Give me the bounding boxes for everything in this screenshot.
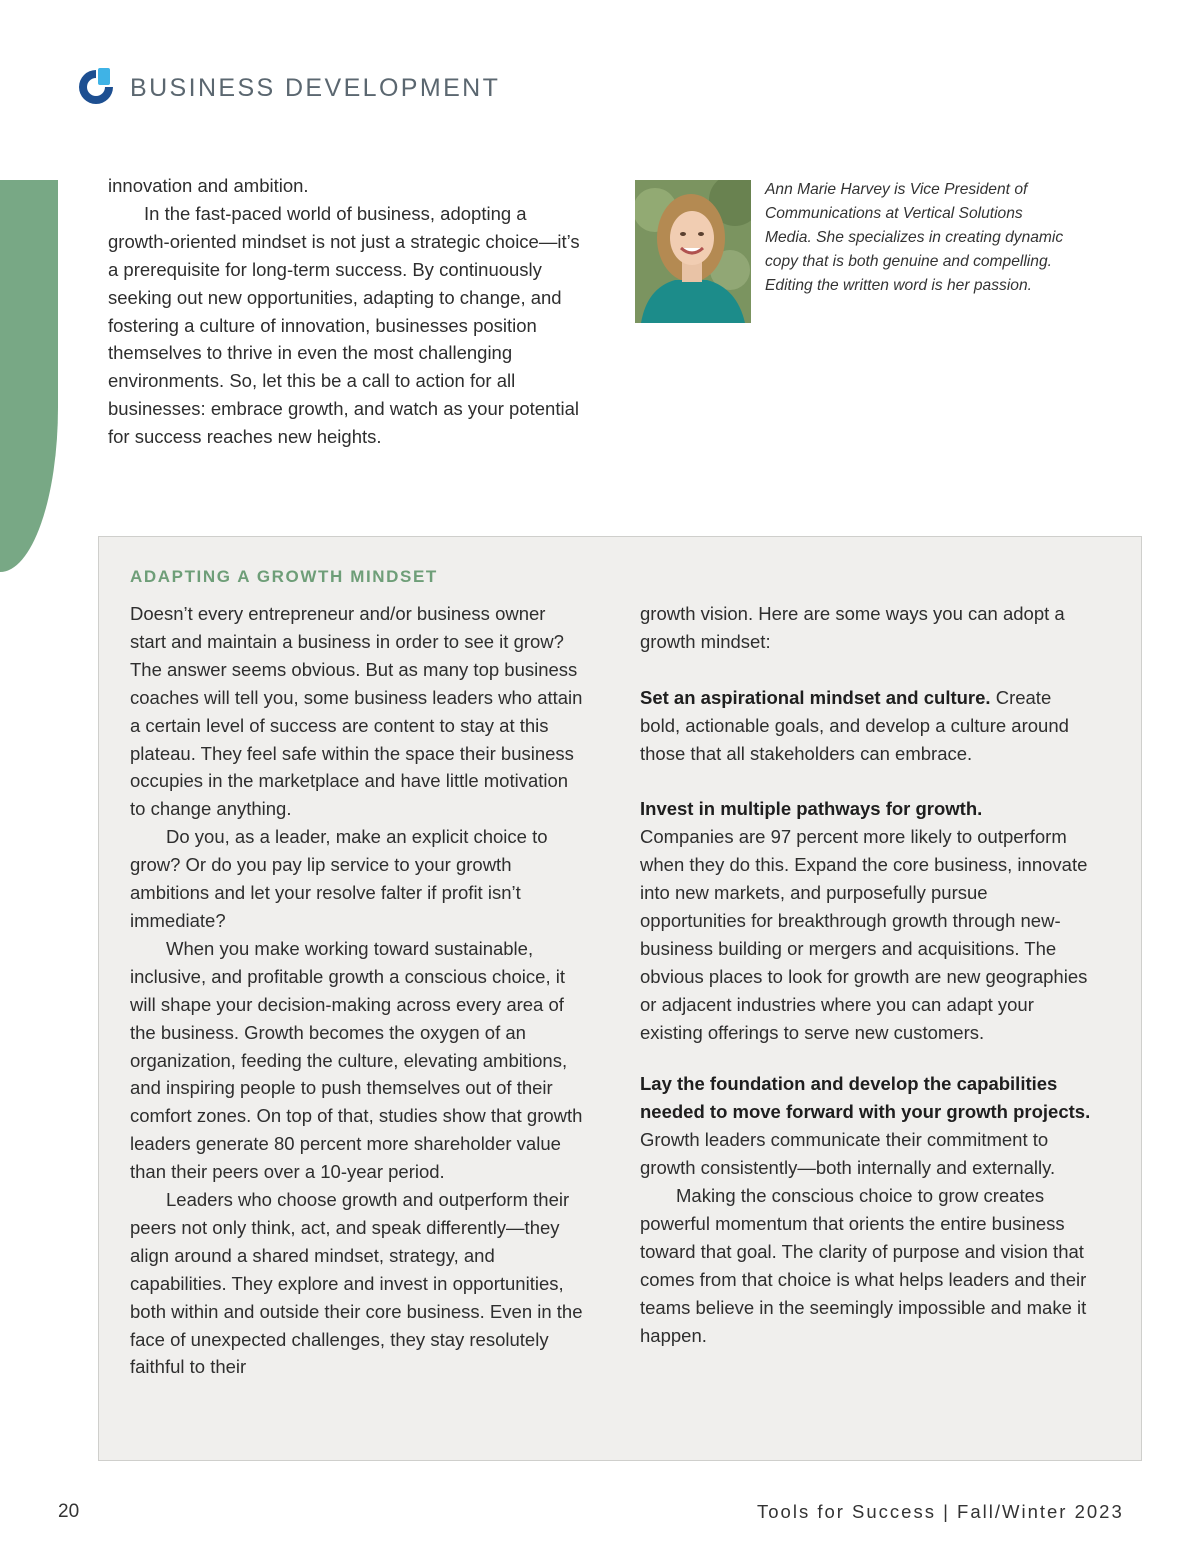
intro-paragraph-1: innovation and ambition. [108,175,309,196]
publication-footer: Tools for Success | Fall/Winter 2023 [757,1501,1124,1522]
sidebar-paragraph: Doesn’t every entrepreneur and/or business owner start and maintain a business in order to see it grow? The answer seems obvious. But as many top business coaches will tell you, some business leaders who attain a certain level of success are content to stay at this plateau. They feel safe within the space their business occupies in the marketplace and have little motivation to change anything. [130,603,583,820]
sidebar-paragraph: When you make working toward sustainable, inclusive, and profitable growth a conscious choice, it will shape your decision-making across every area of the business. Growth becomes the oxygen of an organization, feeding the culture, elevating ambitions, and inspiring people to push themselves out of their comfort zones. On top of that, studies show that growth leaders generate 80 percent more shareholder value than their peers over a 10-year period. [130,937,583,1183]
intro-paragraph-2: In the fast-paced world of business, adopting a growth-oriented mindset is not just a strategic choice—it’s a prerequisite for long-term success. By continuously seeking out new opportunities, adapting to change, and fostering a culture of innovation, businesses position themselves to thrive in even the most challenging environments. So, let this be a call to action for all businesses: embrace growth, and watch as your potential for success reaches new heights. [108,202,580,448]
page-number: 20 [58,1501,80,1522]
tip-title: Set an aspirational mindset and culture. [640,686,991,708]
publication-logo-icon [76,66,116,108]
sidebar-paragraph: growth vision. Here are some ways you can adopt a growth mindset: [640,603,1065,652]
author-photo [635,180,751,323]
tip-title: Invest in multiple pathways for growth. [640,798,983,820]
author-bio: Ann Marie Harvey is Vice President of Communications at Vertical Solutions Media. She specializes in creating dynamic copy that is both genuine and compelling. Editing the written word is her passion. [765,181,1064,294]
tip-invest-multiple-pathways [640,795,1095,1046]
sidebar-left-column [130,600,585,1381]
tip-text: Companies are 97 percent more likely to outperform when they do this. Expand the core business, innovate into new markets, and purposefully pursue opportunities for breakthrough growth through new-business building or mergers and acquisitions. The obvious places to look for growth are new geographies or adjacent industries where you can adapt your existing offerings to serve new customers. [640,826,1088,1043]
tip-lay-foundation [640,1070,1095,1182]
intro-column [108,172,583,451]
tip-set-aspirational-mindset [640,684,1095,768]
sidebar-paragraph: Leaders who choose growth and outperform their peers not only think, act, and speak differently—they align around a shared mindset, strategy, and capabilities. They explore and invest in opportunities, both within and outside their core business. Even in the face of unexpected challenges, they stay resolutely faithful to their [130,1189,583,1378]
sidebar-right-column [640,600,1095,1350]
section-title: BUSINESS DEVELOPMENT [130,74,501,102]
sidebar-paragraph: Do you, as a leader, make an explicit choice to grow? Or do you pay lip service to your growth ambitions and let your resolve falter if profit isn’t immediate? [130,826,548,931]
side-accent-tab [0,180,58,572]
sidebar-heading: ADAPTING A GROWTH MINDSET [130,567,438,586]
tip-text: Create bold, actionable goals, and develop a culture around those that all stakeholders can embrace. [640,686,1069,764]
sidebar-closing-paragraph: Making the conscious choice to grow creates powerful momentum that orients the entire business toward that goal. The clarity of purpose and vision that comes from that choice is what helps leaders and their teams believe in the seemingly impossible and make it happen. [640,1185,1087,1346]
tip-text: Growth leaders communicate their commitment to growth consistently—both internally and externally. [640,1129,1056,1179]
tip-title: Lay the foundation and develop the capabilities needed to move forward with your growth projects. [640,1073,1091,1123]
